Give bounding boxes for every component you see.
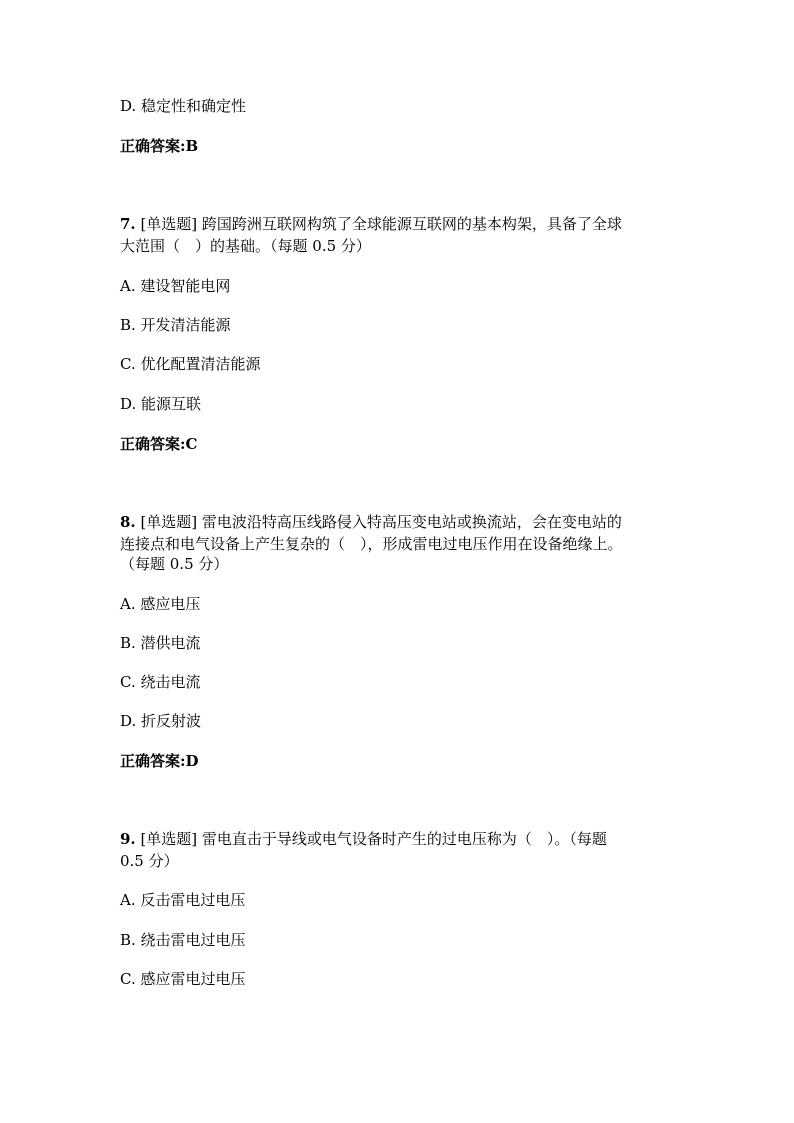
q8-option-a: A. 感应电压	[120, 595, 201, 613]
q9-stem-line1	[120, 829, 607, 849]
q7-stem-text1: [单选题] 跨国跨洲互联网构筑了全球能源互联网的基本构架，具备了全球	[140, 215, 622, 233]
q7-stem-line1	[120, 214, 622, 234]
q6-correct-answer: 正确答案:B	[120, 137, 199, 155]
q8-stem-line3: （每题 0.5 分）	[120, 555, 229, 573]
q8-stem-line2: 连接点和电气设备上产生复杂的（ ），形成雷电过电压作用在设备绝缘上。	[120, 535, 623, 553]
q9-option-b: B. 绕击雷电过电压	[120, 931, 246, 949]
q9-option-c: C. 感应雷电过电压	[120, 970, 246, 988]
q7-option-c: C. 优化配置清洁能源	[120, 355, 261, 373]
q7-number: 7.	[120, 215, 136, 233]
q7-option-d: D. 能源互联	[120, 395, 202, 413]
q6-option-d: D. 稳定性和确定性	[120, 97, 247, 115]
q9-number: 9.	[120, 830, 136, 848]
q7-stem-line2: 大范围（ ）的基础。（每题 0.5 分）	[120, 237, 371, 255]
q8-option-c: C. 绕击电流	[120, 673, 201, 691]
q8-option-d: D. 折反射波	[120, 712, 202, 730]
q7-option-a: A. 建设智能电网	[120, 277, 231, 295]
q9-option-a: A. 反击雷电过电压	[120, 891, 246, 909]
q9-stem-text1: [单选题] 雷电直击于导线或电气设备时产生的过电压称为（ ）。（每题	[140, 830, 607, 848]
q8-stem-line1	[120, 512, 622, 532]
q8-stem-text1: [单选题] 雷电波沿特高压线路侵入特高压变电站或换流站，会在变电站的	[140, 513, 622, 531]
q7-option-b: B. 开发清洁能源	[120, 316, 231, 334]
q8-correct-answer: 正确答案:D	[120, 752, 199, 770]
q7-correct-answer: 正确答案:C	[120, 435, 198, 453]
q8-option-b: B. 潜供电流	[120, 634, 201, 652]
q9-stem-line2: 0.5 分）	[120, 852, 179, 870]
q8-number: 8.	[120, 513, 136, 531]
